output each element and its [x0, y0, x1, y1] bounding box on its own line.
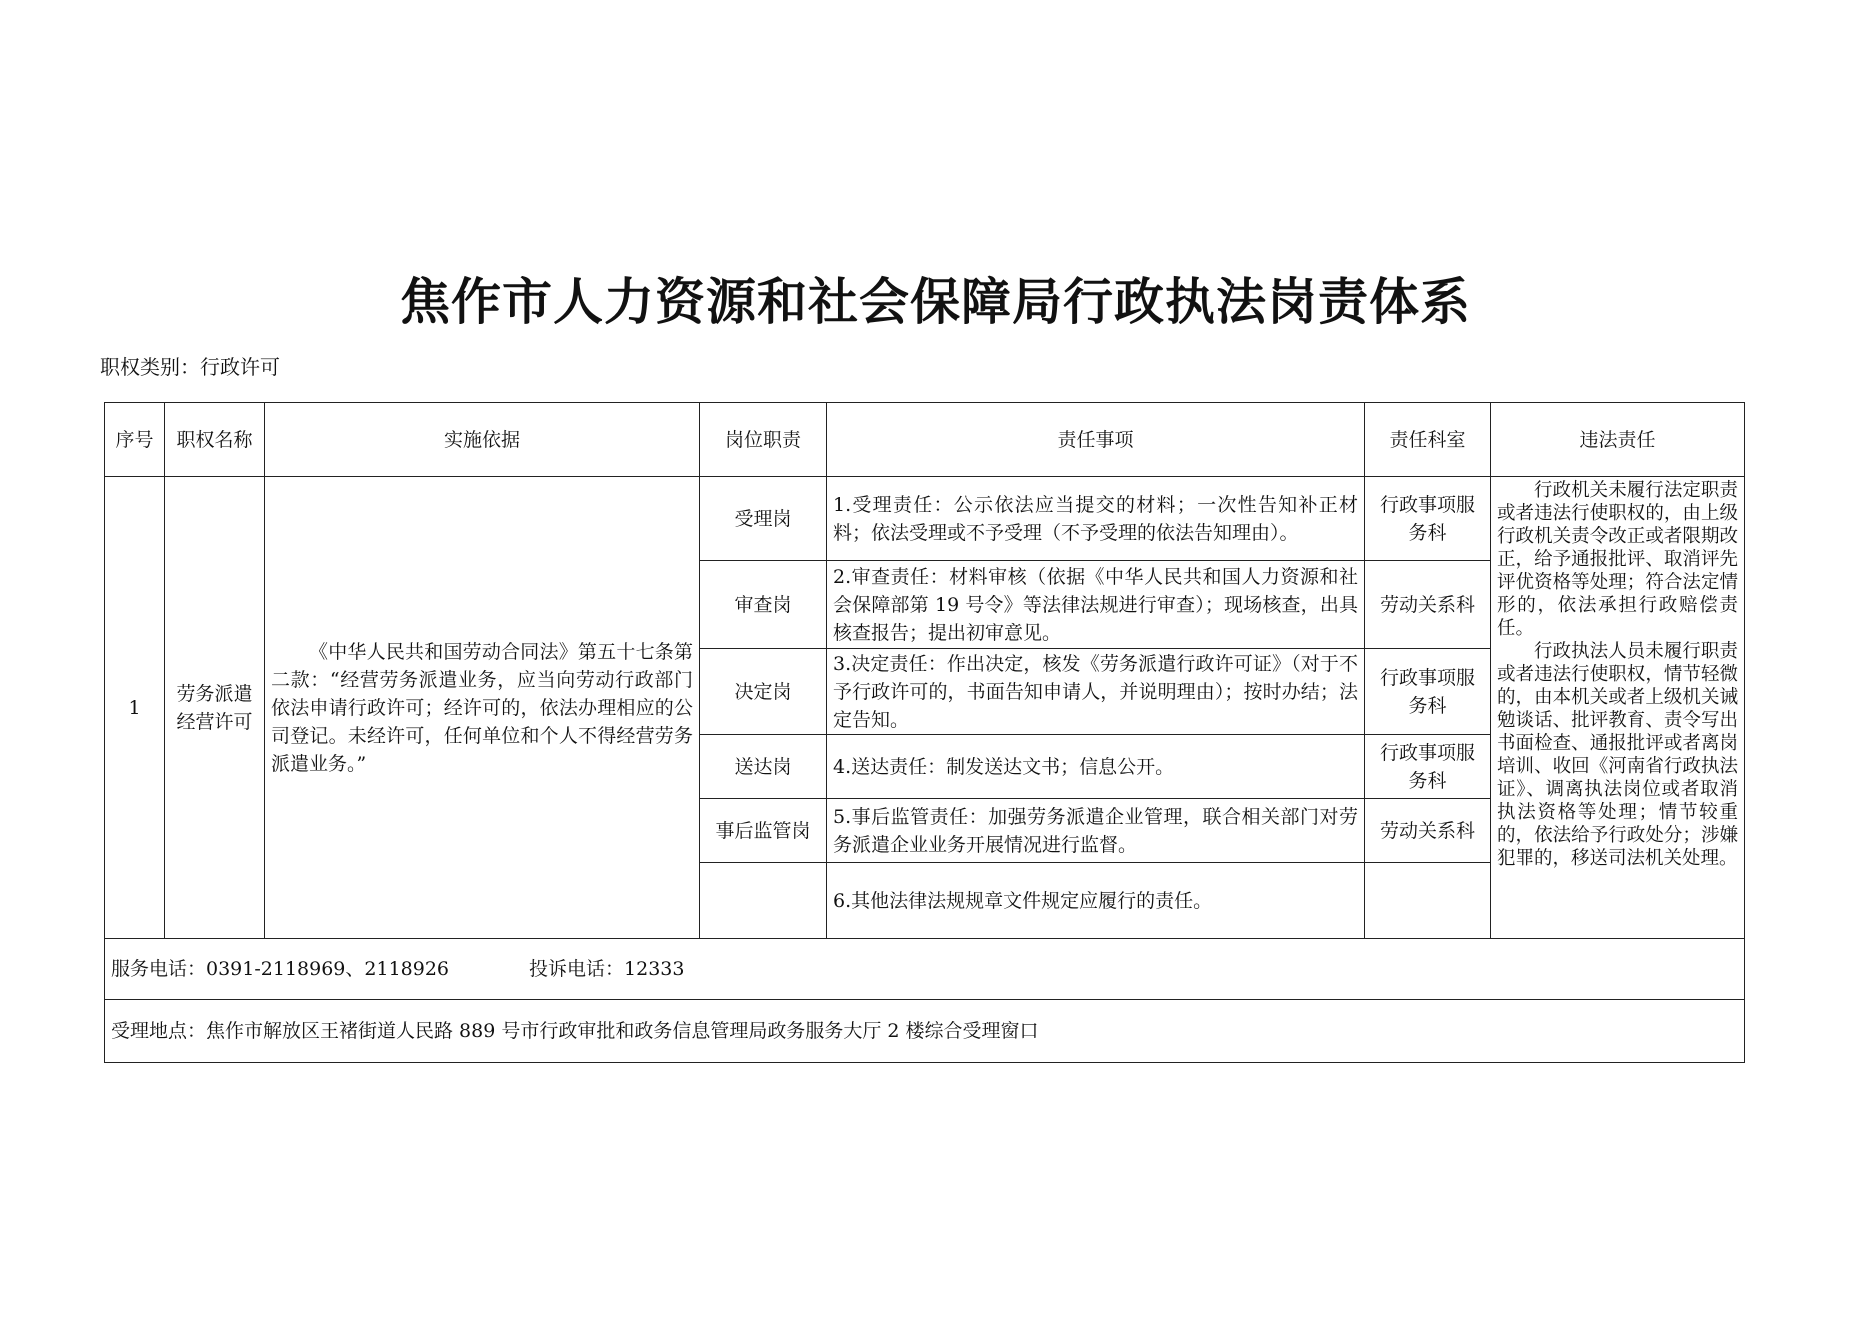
- row-liability: [1491, 477, 1745, 939]
- post-cell: 审查岗: [700, 561, 827, 649]
- header-duty: 责任事项: [827, 403, 1365, 477]
- header-row: [105, 403, 1745, 477]
- row-basis: 《中华人民共和国劳动合同法》第五十七条第二款：“经营劳务派遣业务，应当向劳动行政部门依法申请行政许可；经许可的，依法办理相应的公司登记。未经许可，任何单位和个人不得经营劳务派遣业务。”: [265, 477, 700, 939]
- row-name: 劳务派遣经营许可: [165, 477, 265, 939]
- dept-cell: 行政事项服务科: [1365, 477, 1491, 561]
- service-phone: 服务电话：0391-2118969、2118926: [111, 958, 450, 980]
- document-title: 焦作市人力资源和社会保障局行政执法岗责体系: [400, 272, 1471, 331]
- header-post: 岗位职责: [700, 403, 827, 477]
- duty-cell: 4.送达责任：制发送达文书；信息公开。: [827, 735, 1365, 799]
- category-label: 职权类别：行政许可: [100, 355, 280, 379]
- post-cell: 送达岗: [700, 735, 827, 799]
- header-seq: 序号: [105, 403, 165, 477]
- duty-cell: 3.决定责任：作出决定，核发《劳务派遣行政许可证》（对于不予行政许可的，书面告知申请人，并说明理由）；按时办结；法定告知。: [827, 649, 1365, 735]
- dept-cell: 行政事项服务科: [1365, 649, 1491, 735]
- dept-cell: 行政事项服务科: [1365, 735, 1491, 799]
- complaint-phone: 投诉电话：12333: [529, 958, 685, 980]
- duty-cell: 5.事后监管责任：加强劳务派遣企业管理，联合相关部门对劳务派遣企业业务开展情况进行监督。: [827, 799, 1365, 863]
- dept-cell: 劳动关系科: [1365, 561, 1491, 649]
- service-address: 受理地点：焦作市解放区王褚街道人民路 889 号市行政审批和政务信息管理局政务服务大厅 2 楼综合受理窗口: [105, 1000, 1745, 1063]
- footer-phone-cell: [105, 939, 1745, 1000]
- post-cell: 受理岗: [700, 477, 827, 561]
- post-cell: 决定岗: [700, 649, 827, 735]
- duty-cell: 1.受理责任：公示依法应当提交的材料；一次性告知补正材料；依法受理或不予受理（不予受理的依法告知理由）。: [827, 477, 1365, 561]
- liability-paragraph-2: 行政执法人员未履行职责或者违法行使职权，情节轻微的，由本机关或者上级机关诫勉谈话、批评教育、责令写出书面检查、通报批评或者离岗培训、收回《河南省行政执法证》、调离执法岗位或者取消执法资格等处理；情节较重的，依法给予行政处分；涉嫌犯罪的，移送司法机关处理。: [1497, 641, 1738, 869]
- footer-address-row: [105, 1000, 1745, 1063]
- post-cell: [700, 863, 827, 939]
- duty-cell: 6.其他法律法规规章文件规定应履行的责任。: [827, 863, 1365, 939]
- dept-cell: 劳动关系科: [1365, 799, 1491, 863]
- duty-cell: 2.审查责任：材料审核（依据《中华人民共和国人力资源和社会保障部第 19 号令》等法律法规进行审查）；现场核查，出具核查报告；提出初审意见。: [827, 561, 1365, 649]
- table-row: [105, 477, 1745, 561]
- header-dept: 责任科室: [1365, 403, 1491, 477]
- liability-paragraph-1: 行政机关未履行法定职责或者违法行使职权的，由上级行政机关责令改正或者限期改正，给予通报批评、取消评先评优资格等处理；符合法定情形的，依法承担行政赔偿责任。: [1497, 480, 1738, 639]
- post-cell: 事后监管岗: [700, 799, 827, 863]
- responsibility-table: [104, 402, 1745, 1063]
- row-seq: 1: [105, 477, 165, 939]
- dept-cell: [1365, 863, 1491, 939]
- footer-phone-row: [105, 939, 1745, 1000]
- header-liability: 违法责任: [1491, 403, 1745, 477]
- header-basis: 实施依据: [265, 403, 700, 477]
- header-name: 职权名称: [165, 403, 265, 477]
